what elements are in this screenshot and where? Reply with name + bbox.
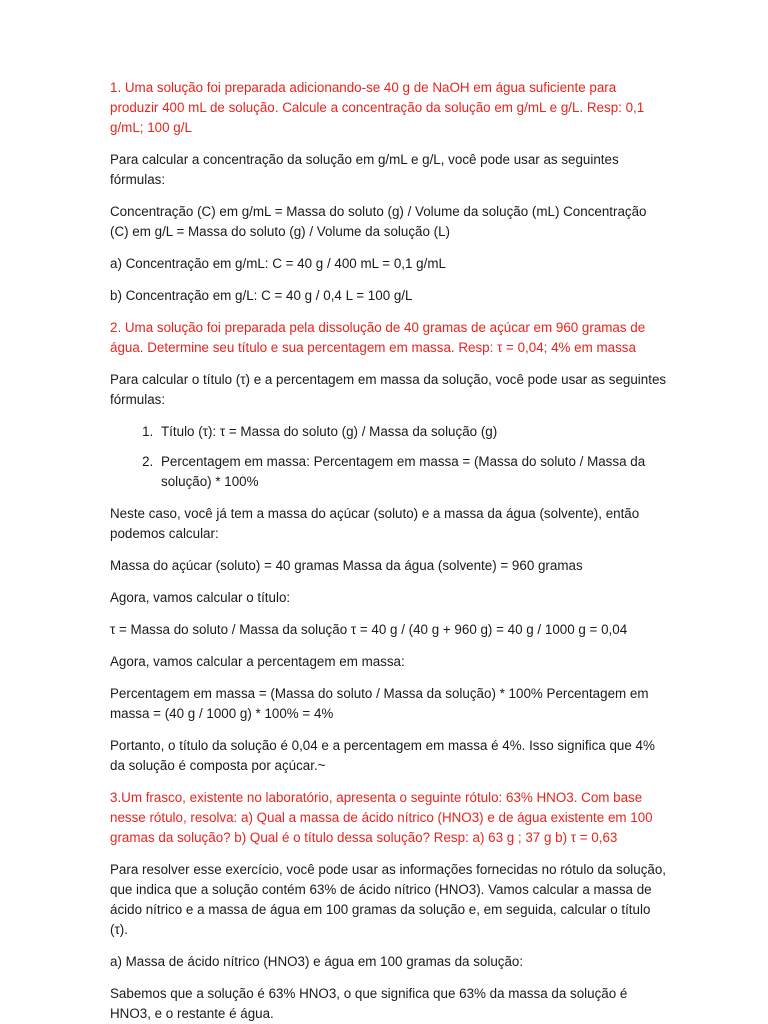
paragraph: b) Concentração em g/L: C = 40 g / 0,4 L = 100 g/L — [110, 288, 413, 303]
paragraph: Massa do açúcar (soluto) = 40 gramas Massa da água (solvente) = 960 gramas — [110, 558, 583, 573]
paragraph: Portanto, o título da solução é 0,04 e a percentagem em massa é 4%. Isso significa que 4% da solução é composta por açúcar.~ — [110, 738, 655, 773]
formula-list — [110, 422, 668, 492]
question-2: 2. Uma solução foi preparada pela dissolução de 40 gramas de açúcar em 960 gramas de água. Determine seu título e sua percentagem em massa. Resp: τ = 0,04; 4% em massa — [110, 320, 646, 355]
list-item: 2. Percentagem em massa: Percentagem em massa = (Massa do soluto / Massa da solução) * 100% — [157, 452, 668, 492]
paragraph: Para calcular a concentração da solução em g/mL e g/L, você pode usar as seguintes fórmulas: — [110, 152, 619, 187]
paragraph: Concentração (C) em g/mL = Massa do soluto (g) / Volume da solução (mL) Concentração (C) em g/L = Massa do soluto (g) / Volume da solução (L) — [110, 204, 647, 239]
paragraph: Para calcular o título (τ) e a percentagem em massa da solução, você pode usar as seguintes fórmulas: — [110, 372, 667, 407]
list-item: 1. Título (τ): τ = Massa do soluto (g) / Massa da solução (g) — [157, 422, 668, 442]
paragraph: a) Concentração em g/mL: C = 40 g / 400 mL = 0,1 g/mL — [110, 256, 446, 271]
paragraph: a) Massa de ácido nítrico (HNO3) e água em 100 gramas da solução: — [110, 954, 524, 969]
paragraph: τ = Massa do soluto / Massa da solução τ = 40 g / (40 g + 960 g) = 40 g / 1000 g = 0,04 — [110, 622, 628, 637]
question-1: 1. Uma solução foi preparada adicionando-se 40 g de NaOH em água suficiente para produzir 400 mL de solução. Calcule a concentração da solução em g/mL e g/L. Resp: 0,1 g/mL; 100 g/L — [110, 80, 645, 135]
paragraph: Sabemos que a solução é 63% HNO3, o que significa que 63% da massa da solução é HNO3, e o restante é água. — [110, 986, 628, 1021]
paragraph: Agora, vamos calcular a percentagem em massa: — [110, 654, 405, 669]
paragraph: Percentagem em massa = (Massa do soluto / Massa da solução) * 100% Percentagem em massa = (40 g / 1000 g) * 100% = 4% — [110, 686, 649, 721]
question-3: 3.Um frasco, existente no laboratório, apresenta o seguinte rótulo: 63% HNO3. Com base nesse rótulo, resolva: a) Qual a massa de ácido nítrico (HNO3) e de água existente em 100 gramas da solução? b) Qual é o título dessa solução? Resp: a) 63 g ; 37 g b) τ = 0,63 — [110, 790, 653, 845]
paragraph: Agora, vamos calcular o título: — [110, 590, 291, 605]
paragraph: Para resolver esse exercício, você pode usar as informações fornecidas no rótulo da solução, que indica que a solução contém 63% de ácido nítrico (HNO3). Vamos calcular a massa de ácido nítrico e a massa de água em 100 gramas da solução e, em seguida, calcular o título (τ). — [110, 862, 667, 937]
paragraph: Neste caso, você já tem a massa do açúcar (soluto) e a massa da água (solvente), então podemos calcular: — [110, 506, 640, 541]
